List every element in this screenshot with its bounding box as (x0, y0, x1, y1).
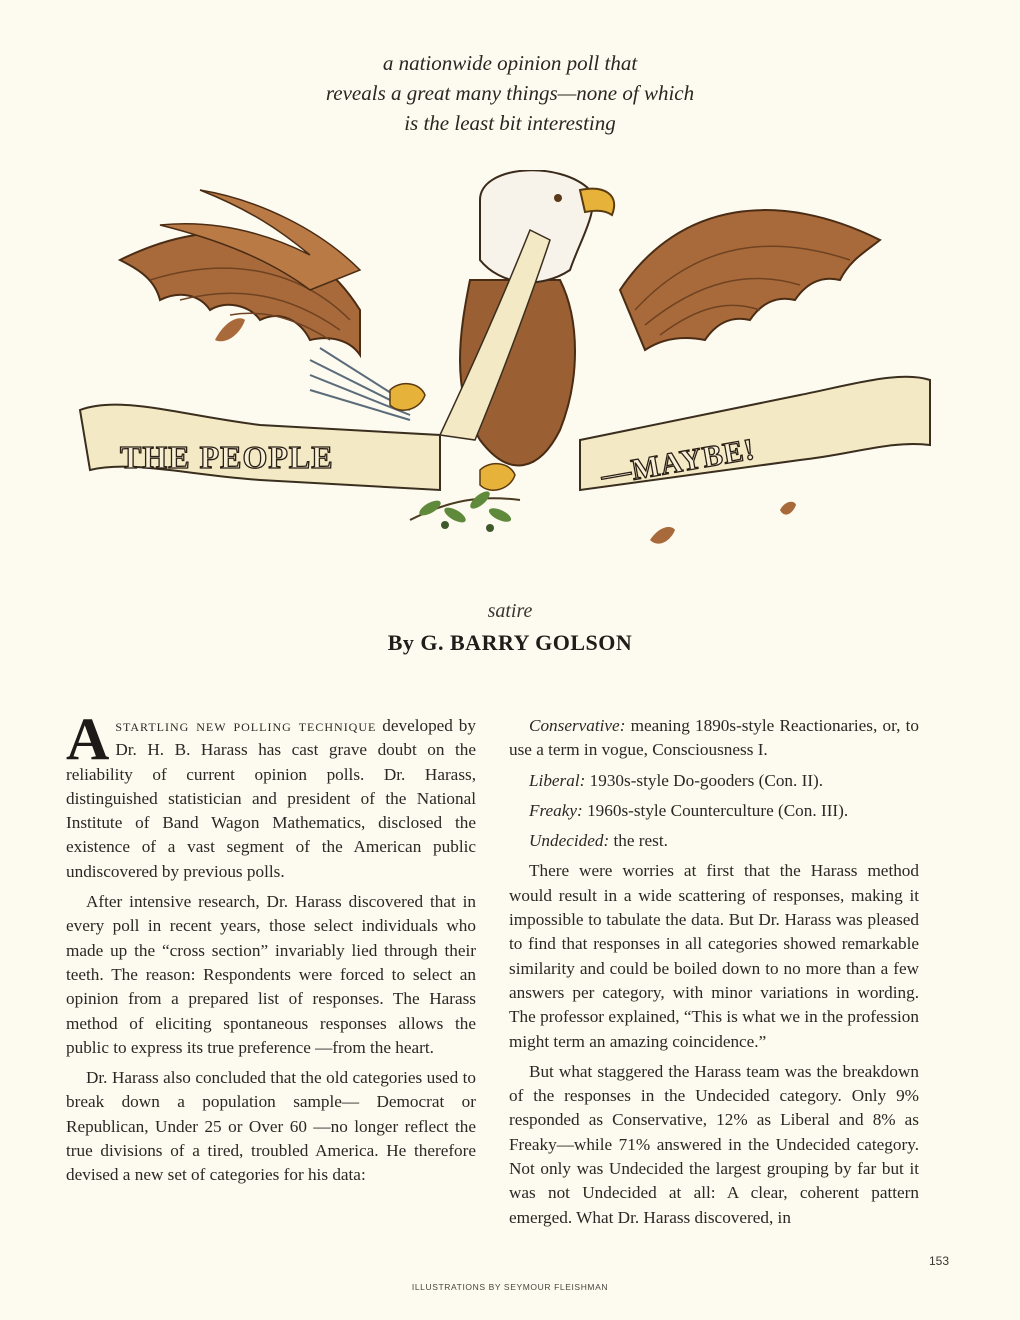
right-column (509, 714, 919, 1236)
category-label: Liberal: (529, 770, 586, 790)
banner-text-left: THE PEOPLE (120, 439, 334, 475)
category-label: Undecided: (529, 831, 610, 851)
deck-line-3: is the least bit interesting (404, 111, 616, 135)
category-label: Conservative: (529, 716, 626, 735)
olive-branch (410, 488, 520, 532)
eagle-banner-illustration (60, 170, 960, 570)
paragraph-1-text: developed by Dr. H. B. Harass has cast grave doubt on the reliability of current opinion polls. Dr. Harass, distinguished statistician and president of the National Institute of Band Wagon Mathematics, disclosed the existence of a vast segment of the American public undiscovered by previous polls. (66, 716, 476, 881)
category-text: the rest. (609, 831, 668, 851)
page-number: 153 (929, 1254, 950, 1268)
right-wing (620, 210, 880, 350)
left-column (66, 706, 476, 1194)
category-text: meaning 1890s-style Reactionaries, or, to use a term in vogue, Consciousness I. (509, 716, 919, 760)
paragraph-6: But what staggered the Harass team was the breakdown of the responses in the Undecided category. Only 9% responded as Conservative, 12% as Liberal and 8% as Freaky—while 71% answered in the Undecided category. Not only was Undecided the largest grouping by far but it was not Undecided at all: A clear, coherent pattern emerged. What Dr. Harass discovered, in (509, 1061, 919, 1227)
paragraph-3: Dr. Harass also concluded that the old categories used to break down a population sample— Democrat or Republican, Under 25 or Over 60 —no longer reflect the true divisions of a tired, troubled America. He therefore devised a new set of categories for his data: (66, 1068, 476, 1185)
category-text: 1960s-style Counterculture (Con. III). (582, 800, 849, 820)
category-text: 1930s-style Do-gooders (Con. II). (585, 770, 824, 790)
category-liberal (509, 769, 919, 793)
banner-text-right: —MAYBE! (598, 432, 758, 493)
drop-cap: A (66, 706, 110, 772)
kicker: satire (487, 600, 533, 622)
illustration-credit: ILLUSTRATIONS BY SEYMOUR FLEISHMAN (411, 1282, 609, 1292)
paragraph-1 (66, 706, 476, 884)
paragraph-5: There were worries at first that the Harass method would result in a wide scattering of responses, making it impossible to tabulate the data. But Dr. Harass was pleased to find that responses in all categories showed remarkable similarity and could be boiled down to no more than a few answers per category, with minor variations in wording. The professor explained, “This is what we in the profession might term an amazing coincidence.” (509, 861, 919, 1051)
category-undecided (509, 829, 919, 853)
eagle-head (480, 170, 614, 282)
lead-in: startling new polling technique (115, 716, 377, 735)
category-conservative (509, 714, 919, 763)
deck-line-1: a nationwide opinion poll that (382, 51, 638, 75)
category-freaky (509, 799, 919, 823)
deck (0, 48, 1020, 138)
byline: By G. BARRY GOLSON (387, 630, 633, 655)
left-wing (120, 190, 360, 355)
deck-line-2: reveals a great many things—none of which (325, 81, 695, 105)
paragraph-2: After intensive research, Dr. Harass discovered that in every poll in recent years, those select individuals who made up the “cross section” invariably lied through their teeth. The reason: Respondents were forced to select an opinion from a prepared list of responses. The Harass method of eliciting spontaneous responses allows the public to express its true preference —from the heart. (66, 892, 476, 1057)
category-label: Freaky: (529, 800, 583, 820)
